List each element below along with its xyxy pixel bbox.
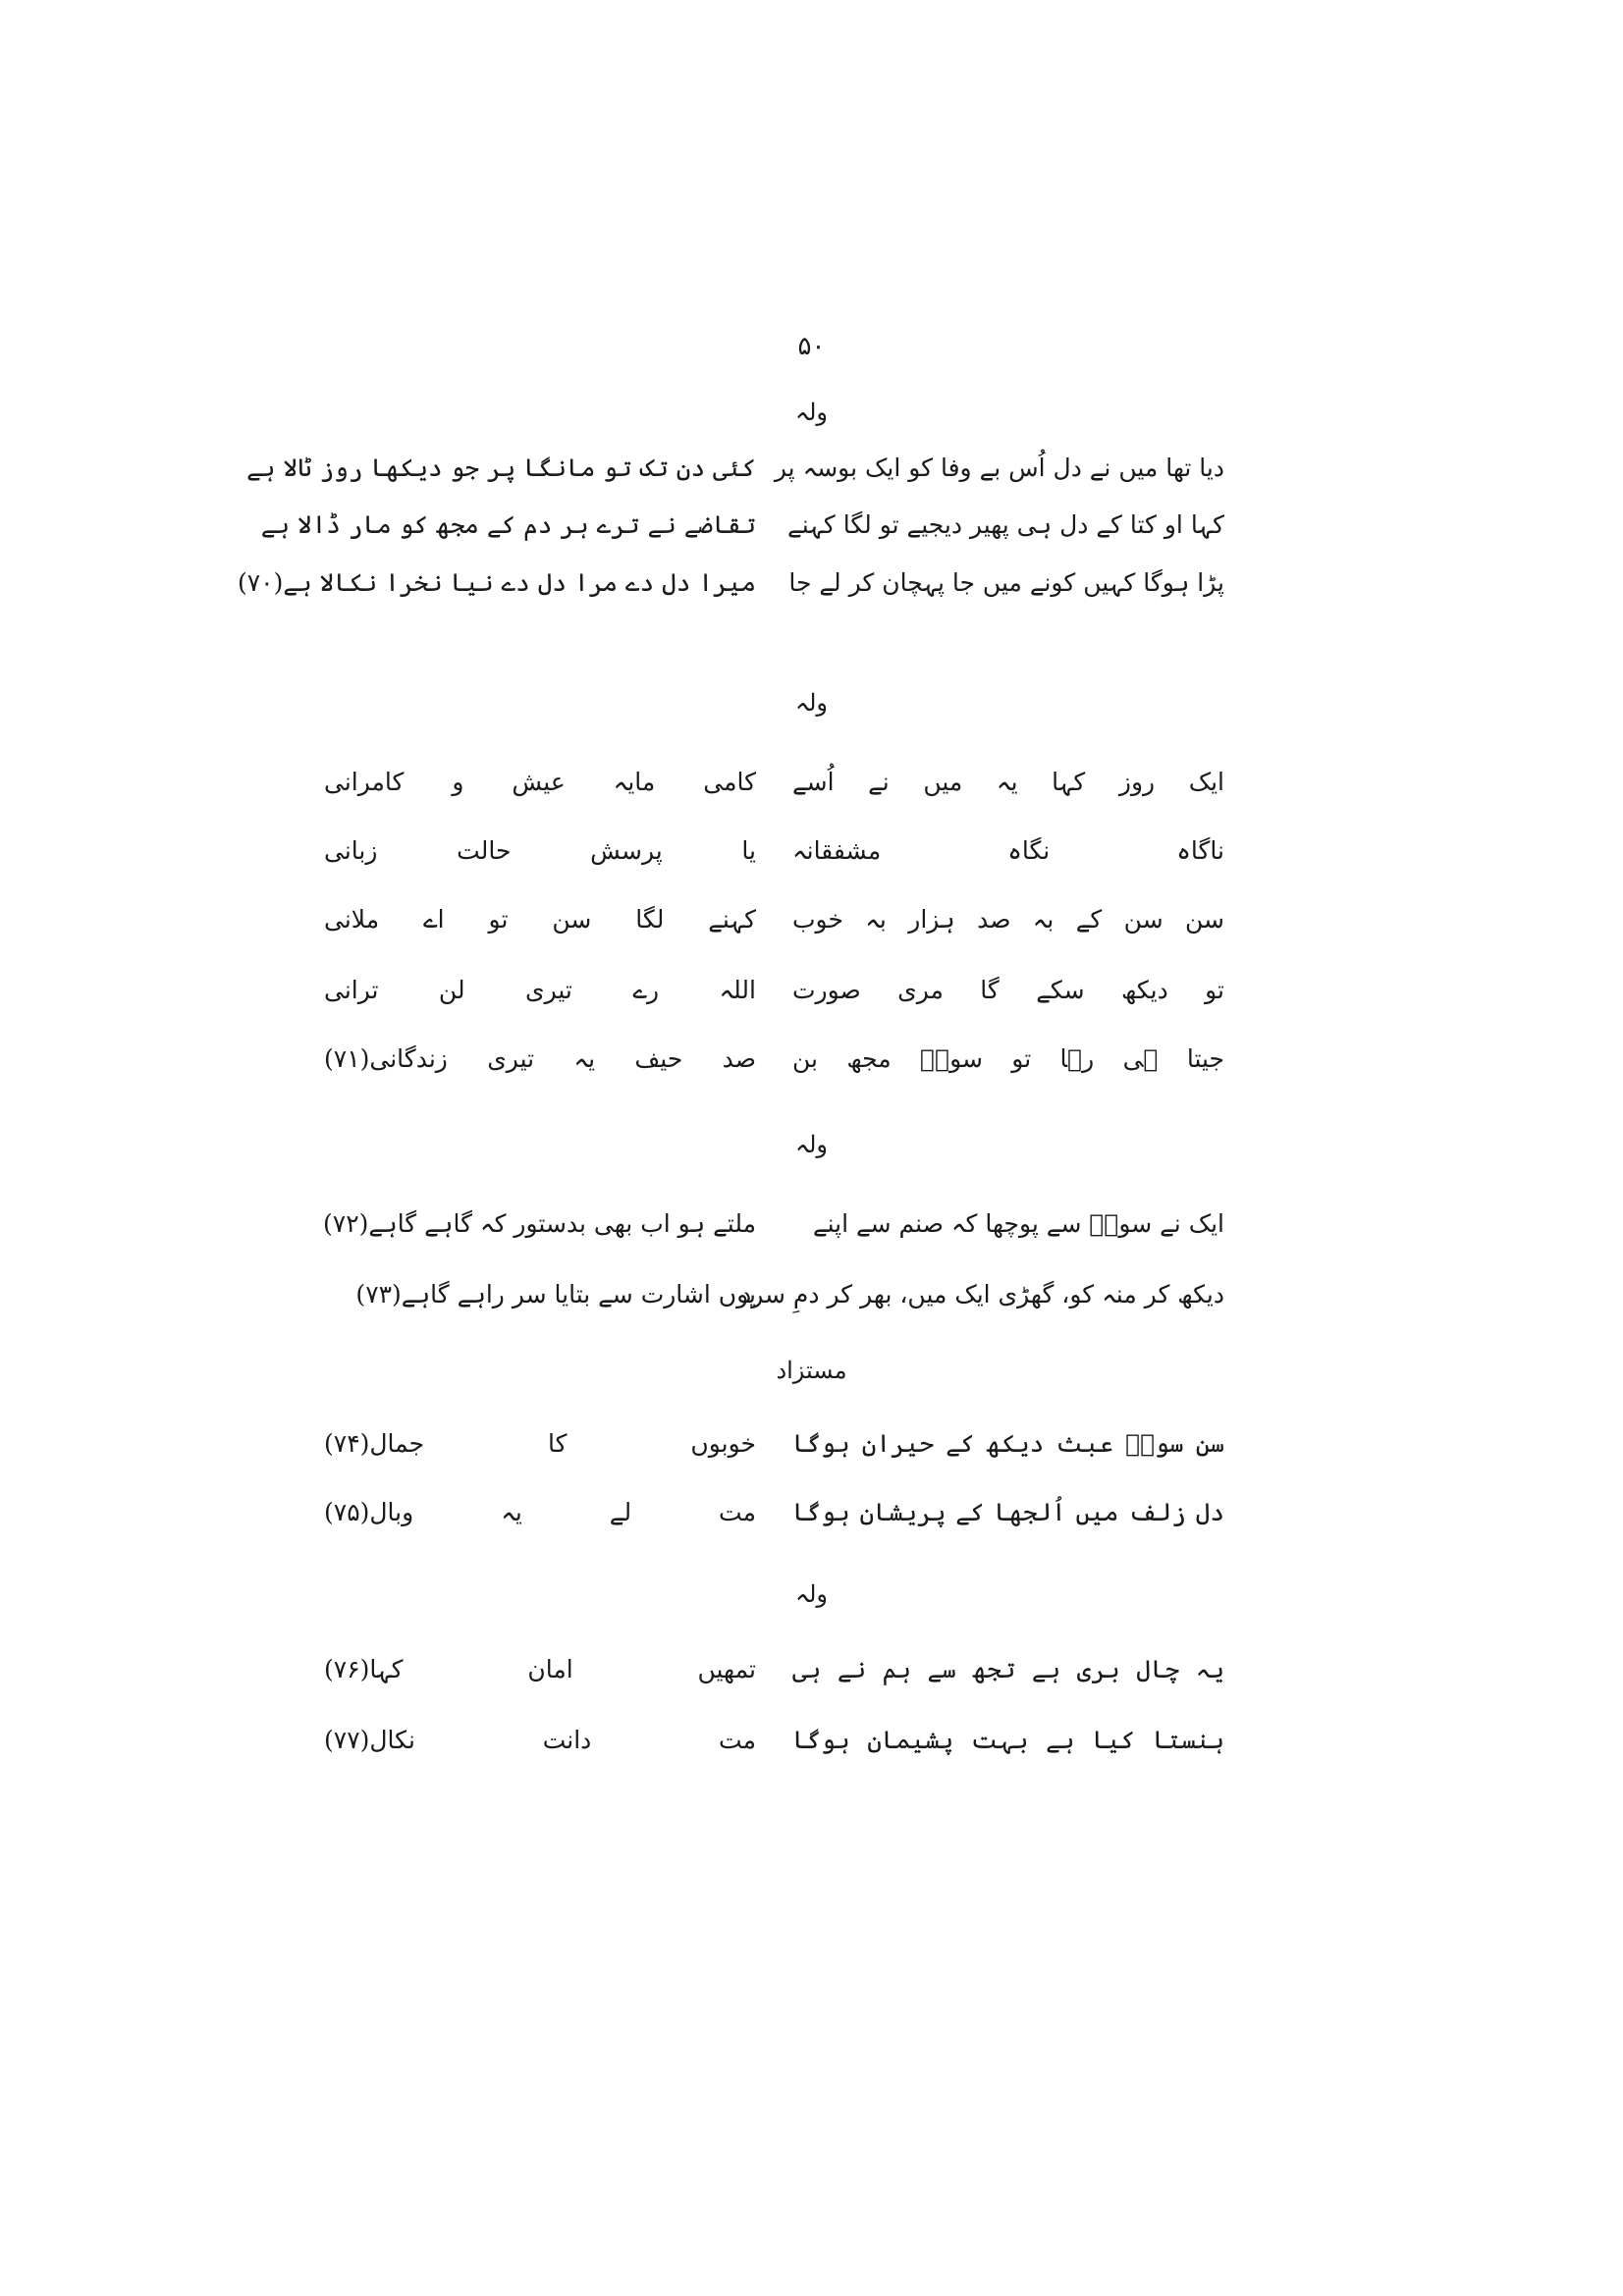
verse-line-right: پڑا ہوگا کہیں کونے میں جا پہچان کر لے جا xyxy=(788,568,1224,597)
verse-line-left: تقاضے نے ترے ہر دم کے مجھ کو مار ڈالا ہے xyxy=(260,510,756,539)
verse-line-right: ایک نے سوزؔ سے پوچھا کہ صنم سے اپنے xyxy=(812,1209,1224,1238)
verse-line-right: ایک روز کہا یہ میں نے اُسے xyxy=(792,768,1224,796)
verse-line-right: دیکھ کر منہ کو، گھڑی ایک میں، بھر کر دمِ سرد xyxy=(740,1280,1224,1308)
verse-line-left: خوبوں کا جمال(۷۴) xyxy=(324,1429,756,1458)
section-heading: ولہ xyxy=(795,689,828,717)
section-heading: ولہ xyxy=(795,1131,828,1158)
verse-line-left: مت دانت نکال(۷۷) xyxy=(324,1726,756,1754)
section-heading: ولہ xyxy=(795,399,828,426)
verse-line-right: کہا او کتا کے دل ہی پھیر دیجیے تو لگا کہنے xyxy=(787,510,1224,539)
section-heading: مستزاد xyxy=(776,1357,847,1384)
verse-line-left: ملتے ہو اب بھی بدستور کہ گاہے گاہے(۷۲) xyxy=(323,1209,756,1238)
verse-line-right: سن سوزؔ عبث دیکھ کے حیران ہوگا xyxy=(792,1429,1224,1458)
verse-line-left: کہنے لگا سن تو اے ملانی xyxy=(324,905,756,934)
verse-line-right: دل زلف میں اُلجھا کے پریشان ہوگا xyxy=(792,1498,1224,1526)
verse-line-right: سن سن کے بہ صد ہزار بہ خوب xyxy=(792,905,1224,934)
verse-line-left: صد حیف یہ تیری زندگانی(۷۱) xyxy=(324,1044,756,1073)
verse-line-left: اللہ رے تیری لن ترانی xyxy=(324,976,756,1004)
verse-line-left: میرا دل دے مرا دل دے نیا نخرا نکالا ہے(۷۰) xyxy=(237,568,756,597)
verse-line-left: یا پرسش حالت زبانی xyxy=(324,836,756,865)
section-heading: ولہ xyxy=(795,1580,828,1608)
verse-line-right: یہ چال بری ہے تجھ سے ہم نے ہی xyxy=(792,1655,1224,1683)
verse-line-right: جیتا ہی رہا تو سوزؔ مجھ بن xyxy=(792,1044,1224,1073)
verse-line-left: کامی مایہ عیش و کامرانی xyxy=(324,768,756,796)
verse-line-left: مت لے یہ وبال(۷۵) xyxy=(324,1498,756,1526)
page-number: ۵۰ xyxy=(797,332,826,361)
verse-line-left: یوں اشارت سے بتایا سر راہے گاہے(۷۳) xyxy=(355,1280,756,1308)
verse-line-right: ہنستا کیا ہے بہت پشیمان ہوگا xyxy=(792,1726,1224,1754)
verse-line-right: ناگاہ نگاہ مشفقانہ xyxy=(792,836,1224,865)
verse-line-left: تمھیں امان کہا(۷۶) xyxy=(324,1655,756,1683)
verse-line-right: دیا تھا میں نے دل اُس بے وفا کو ایک بوسہ پر xyxy=(774,454,1224,482)
verse-line-right: تو دیکھ سکے گا مری صورت xyxy=(792,976,1224,1004)
verse-line-left: کئی دن تک تو مانگا پر جو دیکھا روز ٹالا ہے xyxy=(246,454,756,482)
